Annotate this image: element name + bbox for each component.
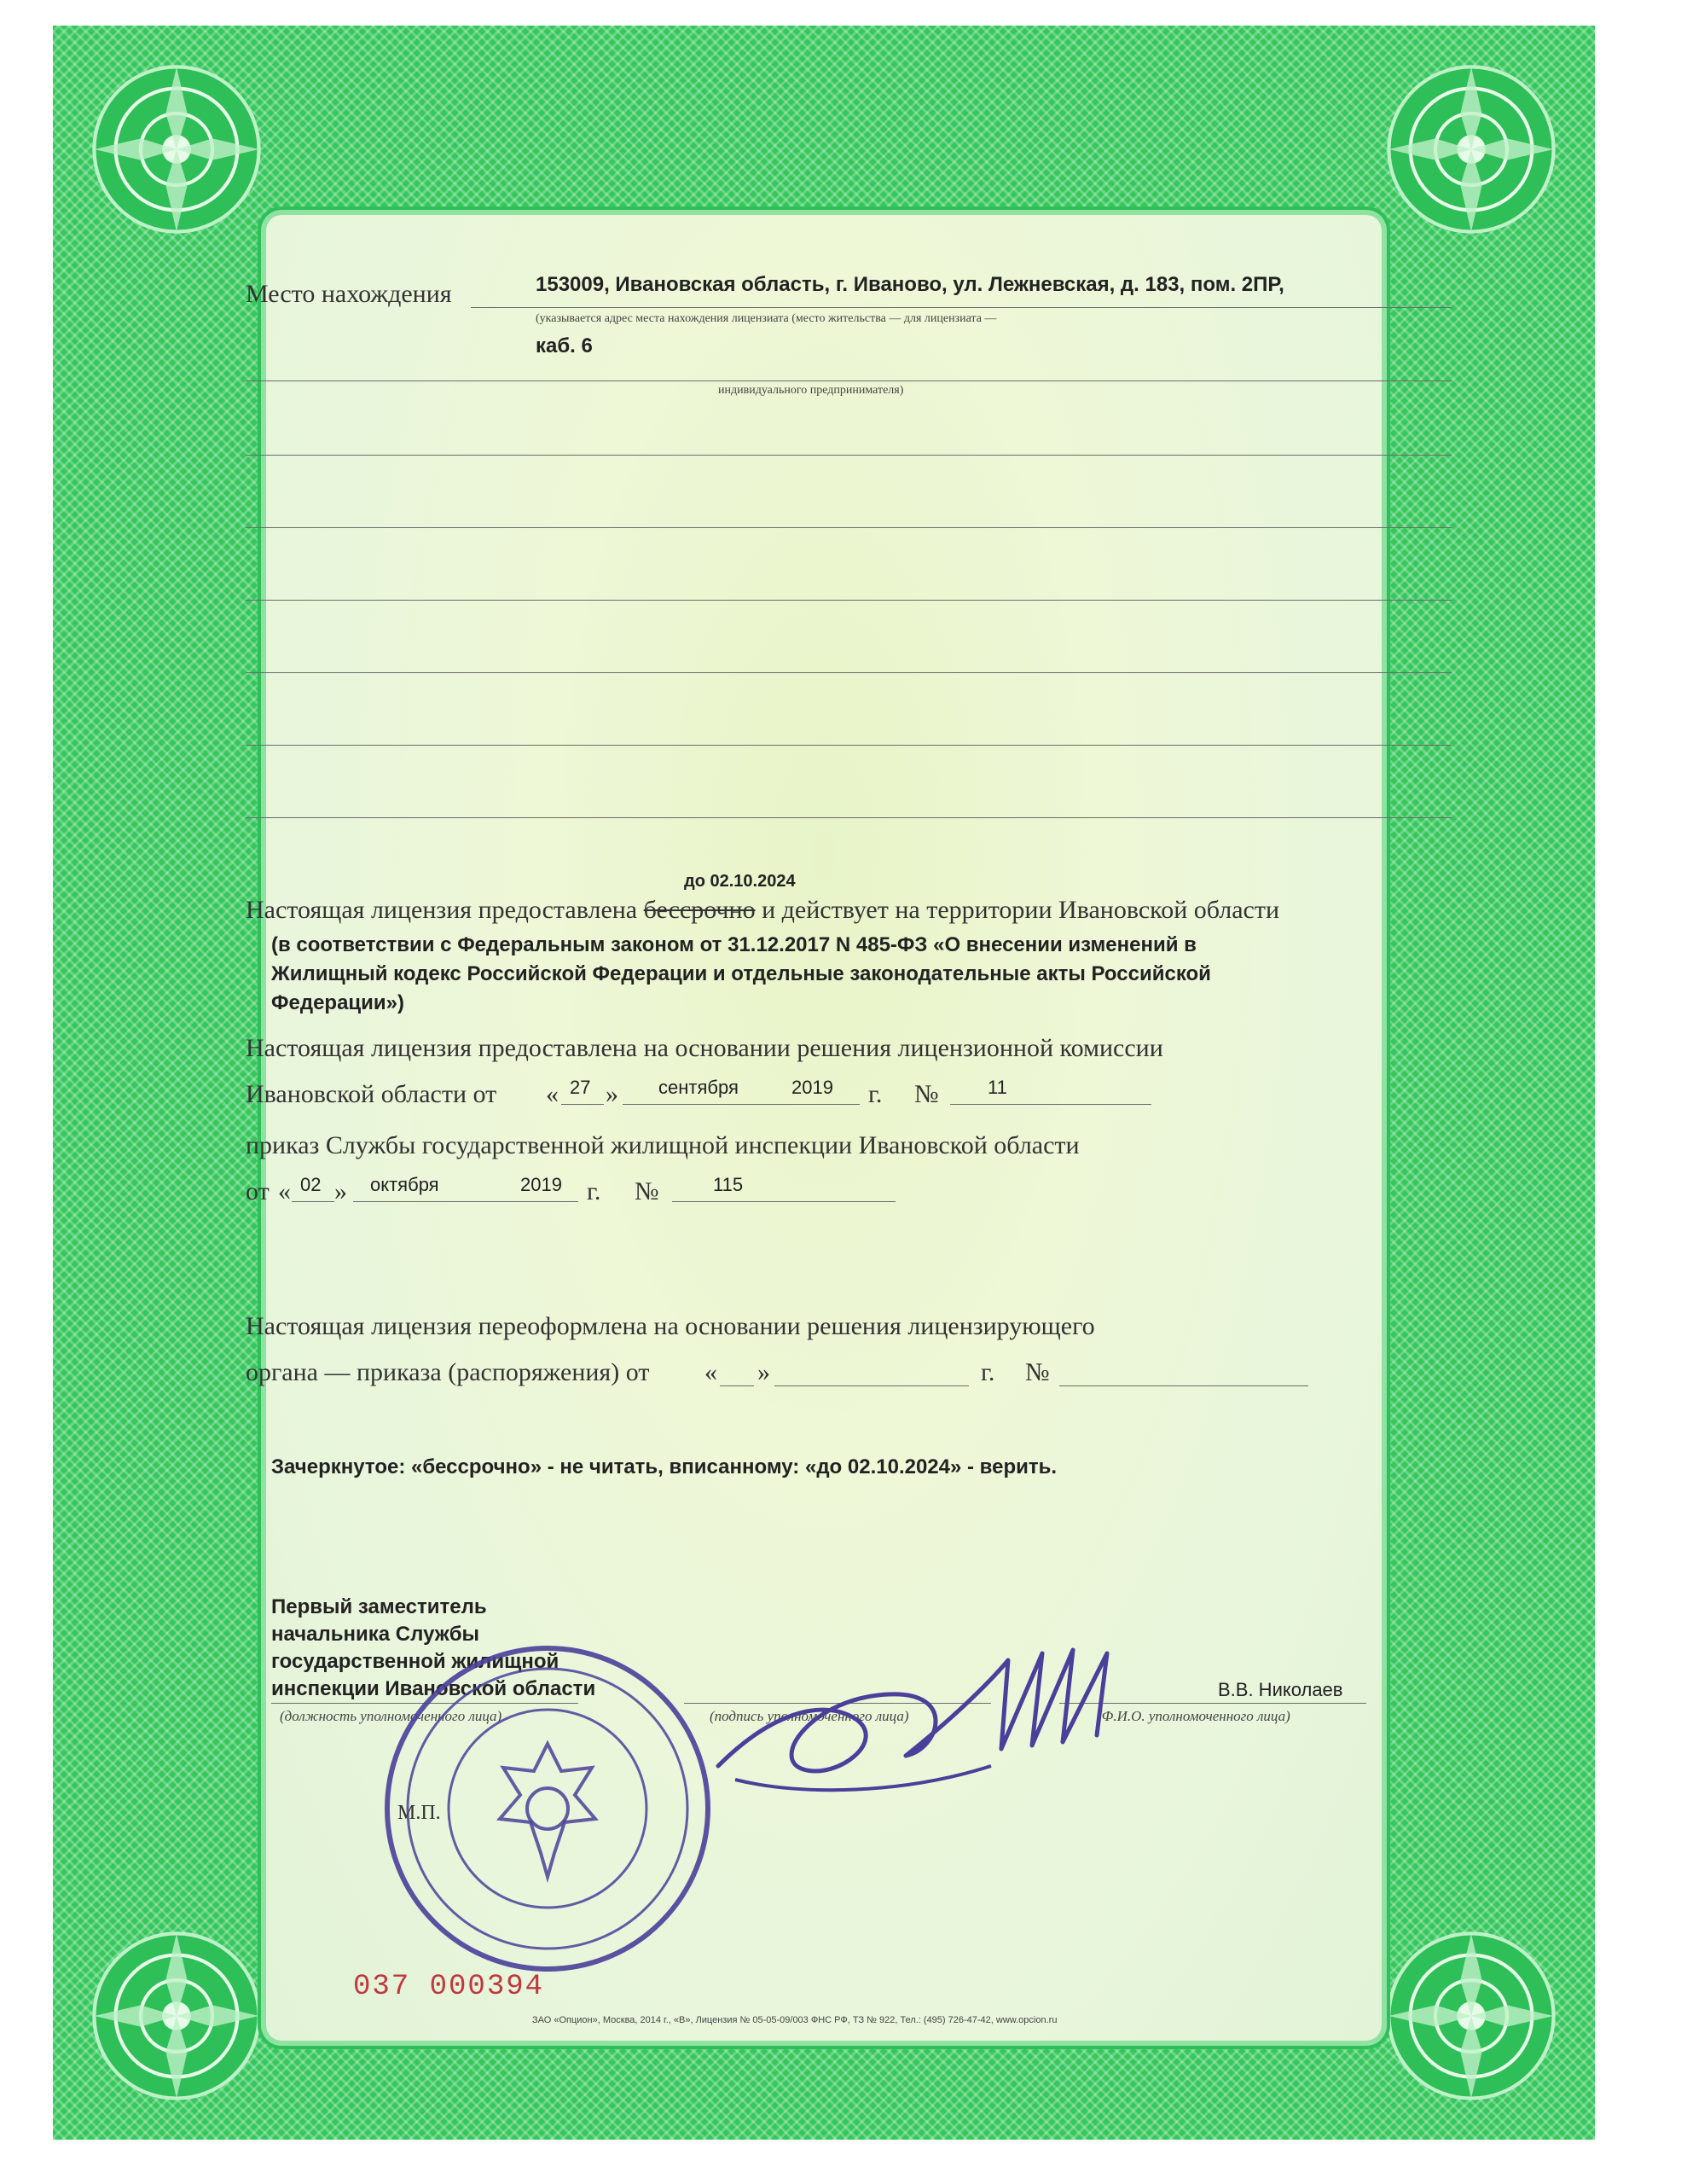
reissue-day-rule [720, 1385, 754, 1386]
order-number-rule [672, 1201, 896, 1202]
corner-rosette-bottom-right [1382, 1926, 1561, 2106]
order-month: октября [370, 1174, 439, 1195]
blank-rule-5 [246, 745, 1452, 746]
corner-rosette-top-right [1382, 60, 1561, 239]
signatory-position-line3: государственной жилищной [271, 1650, 559, 1673]
signature-caption: (подпись уполномоченного лица) [710, 1708, 909, 1724]
commission-day: 27 [570, 1077, 591, 1098]
location-caption-1: (указывается адрес места нахождения лицензиата (место жительства — для лицензиата — [536, 312, 997, 325]
basis-line1: Настоящая лицензия предоставлена на основании решения лицензионной комиссии [246, 1034, 1163, 1062]
location-address-line2: каб. 6 [536, 334, 593, 357]
order-open-quote: « [278, 1177, 291, 1205]
commission-close-quote: » [606, 1080, 618, 1108]
serial-number: 037 000394 [353, 1971, 545, 2003]
commission-g-label: г. [868, 1080, 883, 1108]
commission-no-label: № [914, 1080, 939, 1108]
signatory-position-line1: Первый заместитель [271, 1595, 487, 1618]
order-line: приказ Службы государственной жилищной инспекции Ивановской области [246, 1131, 1080, 1159]
order-prefix: от [246, 1177, 270, 1205]
blank-rule-4 [246, 672, 1452, 673]
reissue-date-rule [774, 1385, 969, 1386]
reissue-line2: органа — приказа (распоряжения) от [246, 1358, 650, 1386]
location-caption-2: индивидуального предпринимателя) [718, 384, 904, 397]
corner-rosette-top-left [87, 60, 266, 239]
blank-rule-3 [246, 600, 1452, 601]
location-rule-2 [246, 380, 1452, 381]
reissue-open-quote: « [704, 1358, 717, 1386]
validity-line-end: и действует на территории Ивановской области [755, 896, 1280, 924]
blank-rule-2 [246, 527, 1452, 528]
order-close-quote: » [334, 1177, 347, 1205]
license-blank-border [53, 26, 1595, 2140]
commission-day-rule [561, 1104, 604, 1105]
location-rule-1 [471, 307, 1452, 308]
validity-struck-word: бессрочно [643, 896, 756, 924]
validity-law-line1: (в соответствии с Федеральным законом от 31.12.2017 N 485-ФЗ «О внесении изменений в [271, 933, 1197, 956]
reissue-no-label: № [1025, 1358, 1050, 1386]
order-g-label: г. [587, 1177, 601, 1205]
corner-rosette-bottom-left [87, 1926, 266, 2106]
mp-label: М.П. [397, 1802, 441, 1824]
handwritten-signature [701, 1647, 1145, 1826]
signatory-position-line2: начальника Службы [271, 1623, 480, 1646]
location-address-line1: 153009, Ивановская область, г. Иваново, ул. Лежневская, д. 183, пом. 2ПР, [536, 273, 1284, 296]
order-day-rule [292, 1201, 334, 1202]
reissue-line1: Настоящая лицензия переоформлена на основании решения лицензирующего [246, 1312, 1095, 1340]
order-date-rule [353, 1201, 578, 1202]
order-no-label: № [635, 1177, 659, 1205]
validity-inserted-date: до 02.10.2024 [684, 872, 796, 891]
commission-month: сентября [658, 1077, 739, 1098]
order-day: 02 [300, 1174, 322, 1195]
location-label: Место нахождения [246, 280, 452, 308]
order-number: 115 [713, 1174, 744, 1195]
validity-law-line3: Федерации») [271, 991, 405, 1014]
commission-prefix: Ивановской области от [246, 1080, 497, 1108]
commission-number: 11 [988, 1077, 1007, 1098]
validity-law-line2: Жилищный кодекс Российской Федерации и отдельные законодательные акты Российской [271, 962, 1211, 985]
correction-note: Зачеркнутое: «бессрочно» - не читать, вписанному: «до 02.10.2024» - верить. [271, 1455, 1058, 1478]
validity-line-start: Настоящая лицензия предоставлена [246, 896, 644, 924]
signatory-name-caption: (Ф.И.О. уполномоченного лица) [1097, 1708, 1290, 1724]
commission-number-rule [950, 1104, 1151, 1105]
order-year: 2019 [520, 1174, 562, 1195]
reissue-close-quote: » [757, 1358, 770, 1386]
printer-footer: ЗАО «Опцион», Москва, 2014 г., «В», Лицензия № 05-05-09/003 ФНС РФ, ТЗ № 922, Тел.: (495) 726-47-42, www.opcion.ru [532, 2015, 1058, 2025]
signatory-name: В.В. Николаев [1218, 1679, 1343, 1700]
reissue-number-rule [1059, 1385, 1308, 1386]
reissue-g-label: г. [981, 1358, 995, 1386]
signatory-position-line4: инспекции Ивановской области [271, 1677, 596, 1700]
commission-date-rule [623, 1104, 860, 1105]
validity-line [246, 896, 1279, 925]
blank-rule-6 [246, 817, 1452, 818]
commission-year: 2019 [791, 1077, 833, 1098]
commission-open-quote: « [546, 1080, 559, 1108]
blank-rule-1 [246, 455, 1452, 456]
signatory-position-caption: (должность уполномоченного лица) [280, 1708, 502, 1724]
